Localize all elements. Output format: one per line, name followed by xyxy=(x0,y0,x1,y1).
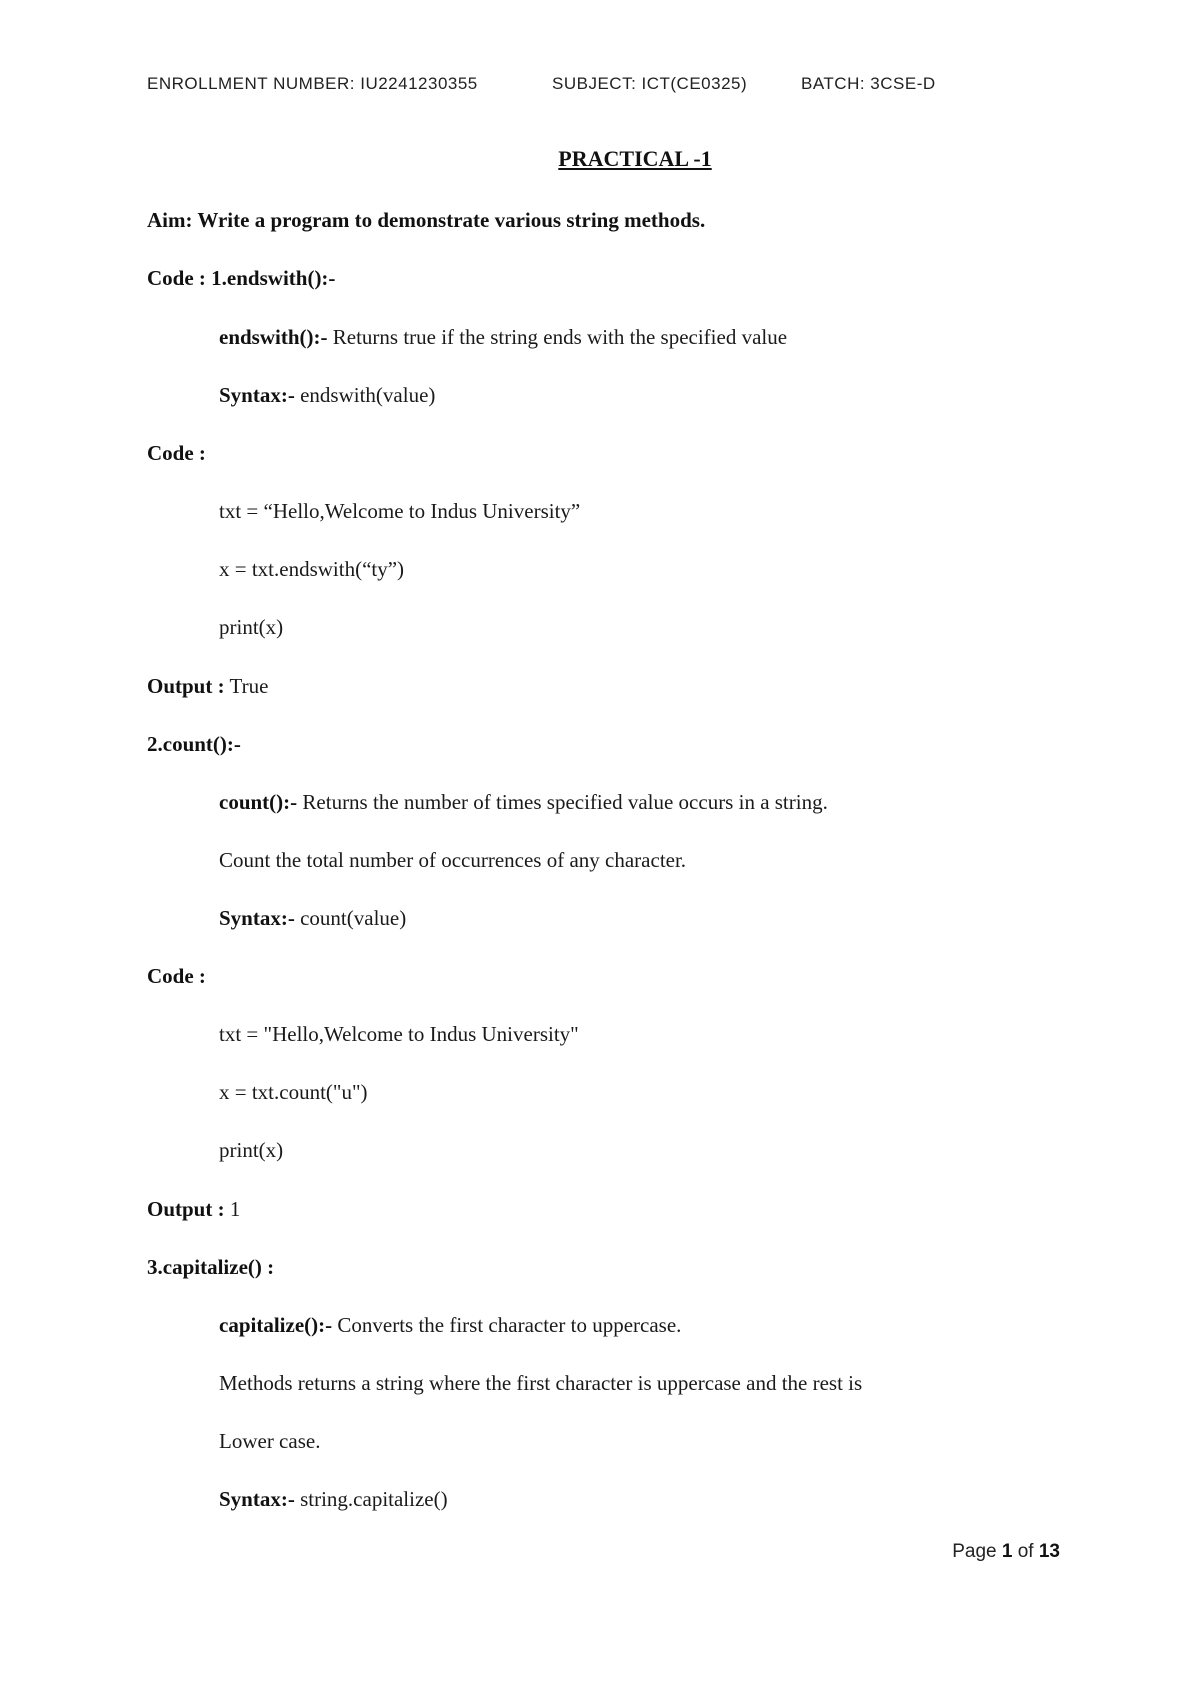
syntax-label: Syntax:- xyxy=(219,383,295,407)
total-pages: 13 xyxy=(1038,1541,1060,1562)
output-label: Output : xyxy=(147,1197,225,1221)
definition-term: capitalize():- xyxy=(219,1313,333,1337)
section1-code-heading xyxy=(147,266,335,290)
syntax-text: string.capitalize() xyxy=(294,1487,448,1511)
code-line: print(x) xyxy=(219,615,284,639)
section1-definition xyxy=(219,325,787,349)
section1-code-label: Code : xyxy=(147,441,206,465)
syntax-text: count(value) xyxy=(294,906,407,930)
section1-title: 1.endswith():- xyxy=(211,266,336,290)
page-word: Page xyxy=(952,1541,1002,1562)
section2-output xyxy=(147,1197,240,1221)
code-line: txt = "Hello,Welcome to Indus University" xyxy=(219,1022,579,1046)
section2-syntax xyxy=(219,906,406,930)
section3-syntax xyxy=(219,1487,448,1511)
syntax-text: endswith(value) xyxy=(294,383,436,407)
section3-definition xyxy=(219,1313,681,1337)
code-label: Code : xyxy=(147,266,206,290)
definition-text: Returns the number of times specified value occurs in a string. xyxy=(297,790,828,814)
syntax-label: Syntax:- xyxy=(219,906,295,930)
section3-extra-line: Methods returns a string where the first character is uppercase and the rest is xyxy=(219,1371,863,1395)
output-value: 1 xyxy=(224,1197,241,1221)
code-line: txt = “Hello,Welcome to Indus University” xyxy=(219,499,581,523)
code-line: x = txt.count("u") xyxy=(219,1080,368,1104)
section1-syntax xyxy=(219,383,435,407)
code-line: print(x) xyxy=(219,1138,284,1162)
subject: SUBJECT: ICT(CE0325) xyxy=(552,74,748,93)
code-line: x = txt.endswith(“ty”) xyxy=(219,557,405,581)
of-word: of xyxy=(1012,1541,1039,1562)
section2-title: 2.count():- xyxy=(147,732,241,756)
batch: BATCH: 3CSE-D xyxy=(801,74,936,93)
definition-term: endswith():- xyxy=(219,325,328,349)
section3-extra-line: Lower case. xyxy=(219,1429,321,1453)
enrollment-number: ENROLLMENT NUMBER: IU2241230355 xyxy=(147,74,478,93)
page-number xyxy=(952,1541,1060,1563)
page-title: PRACTICAL -1 xyxy=(558,146,712,171)
output-label: Output : xyxy=(147,674,225,698)
section1-output xyxy=(147,674,268,698)
section2-definition xyxy=(219,790,828,814)
section2-extra-line: Count the total number of occurrences of any character. xyxy=(219,848,687,872)
section2-code-label: Code : xyxy=(147,964,206,988)
definition-text: Returns true if the string ends with the specified value xyxy=(327,325,788,349)
section3-title: 3.capitalize() : xyxy=(147,1255,275,1279)
definition-text: Converts the first character to uppercase. xyxy=(332,1313,682,1337)
aim-statement: Aim: Write a program to demonstrate various string methods. xyxy=(147,208,706,232)
current-page: 1 xyxy=(1001,1541,1013,1562)
syntax-label: Syntax:- xyxy=(219,1487,295,1511)
definition-term: count():- xyxy=(219,790,298,814)
output-value: True xyxy=(224,674,269,698)
